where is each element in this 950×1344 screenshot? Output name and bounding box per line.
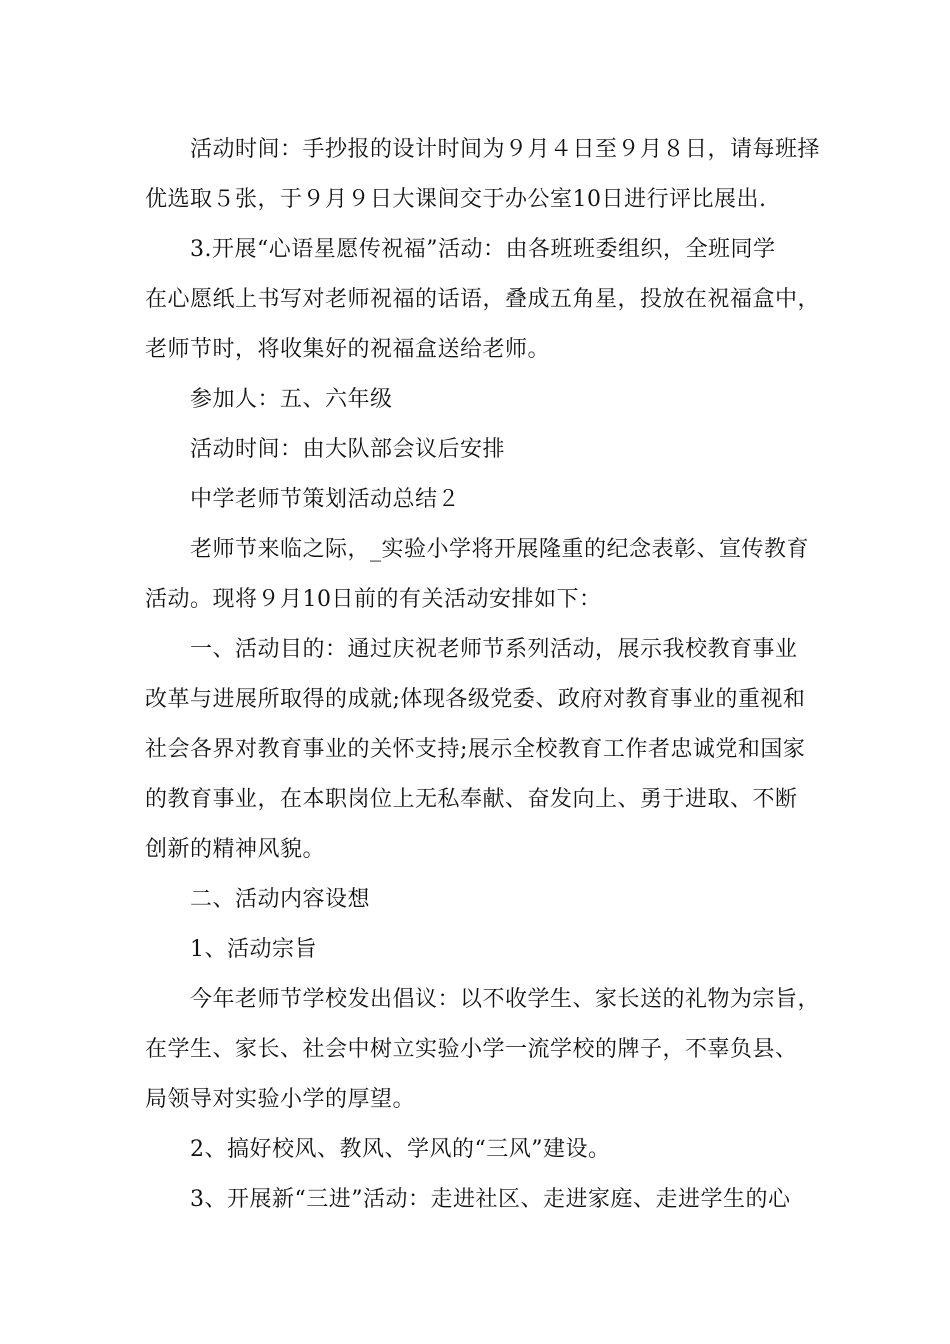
text-line: 在学生、家长、社会中树立实验小学一流学校的牌子，不辜负县、: [145, 1037, 798, 1062]
text-line: 社会各界对教育事业的关怀支持;展示全校教育工作者忠诚党和国家: [145, 737, 806, 762]
text-line: 2、搞好校风、教风、学风的“三风”建设。: [190, 1137, 611, 1162]
text-line: 活动。现将９月10日前的有关活动安排如下：: [145, 587, 602, 612]
text-line: 3.开展“心语星愿传祝福”活动：由各班班委组织，全班同学: [190, 237, 776, 262]
section-heading: 中学老师节策划活动总结２: [190, 487, 461, 512]
text-line: 参加人：五、六年级: [190, 387, 393, 412]
text-line: 活动时间：由大队部会议后安排: [190, 437, 506, 462]
text-line: 3、开展新“三进”活动：走进社区、走进家庭、走进学生的心: [190, 1187, 791, 1212]
section-heading: 二、活动内容设想: [190, 887, 371, 912]
text-line: 局领导对实验小学的厚望。: [145, 1087, 416, 1112]
text-line: 老师节时，将收集好的祝福盒送给老师。: [145, 337, 551, 362]
text-line: 优选取５张，于９月９日大课间交于办公室10日进行评比展出.: [145, 187, 767, 212]
text-line: 活动时间：手抄报的设计时间为９月４日至９月８日，请每班择: [190, 137, 821, 162]
text-line: 改革与进展所取得的成就;体现各级党委、政府对教育事业的重视和: [145, 687, 806, 712]
text-line: 今年老师节学校发出倡议：以不收学生、家长送的礼物为宗旨，: [190, 987, 821, 1012]
text-line: 的教育事业，在本职岗位上无私奉献、奋发向上、勇于进取、不断: [145, 787, 798, 812]
text-line: 在心愿纸上书写对老师祝福的话语，叠成五角星，投放在祝福盒中，: [145, 287, 821, 312]
text-line: 老师节来临之际，_实验小学将开展隆重的纪念表彰、宣传教育: [190, 537, 810, 562]
text-line: 一、活动目的：通过庆祝老师节系列活动，展示我校教育事业: [190, 637, 798, 662]
text-line: 创新的精神风貌。: [145, 837, 326, 862]
subsection-heading: 1、活动宗旨: [190, 937, 317, 962]
